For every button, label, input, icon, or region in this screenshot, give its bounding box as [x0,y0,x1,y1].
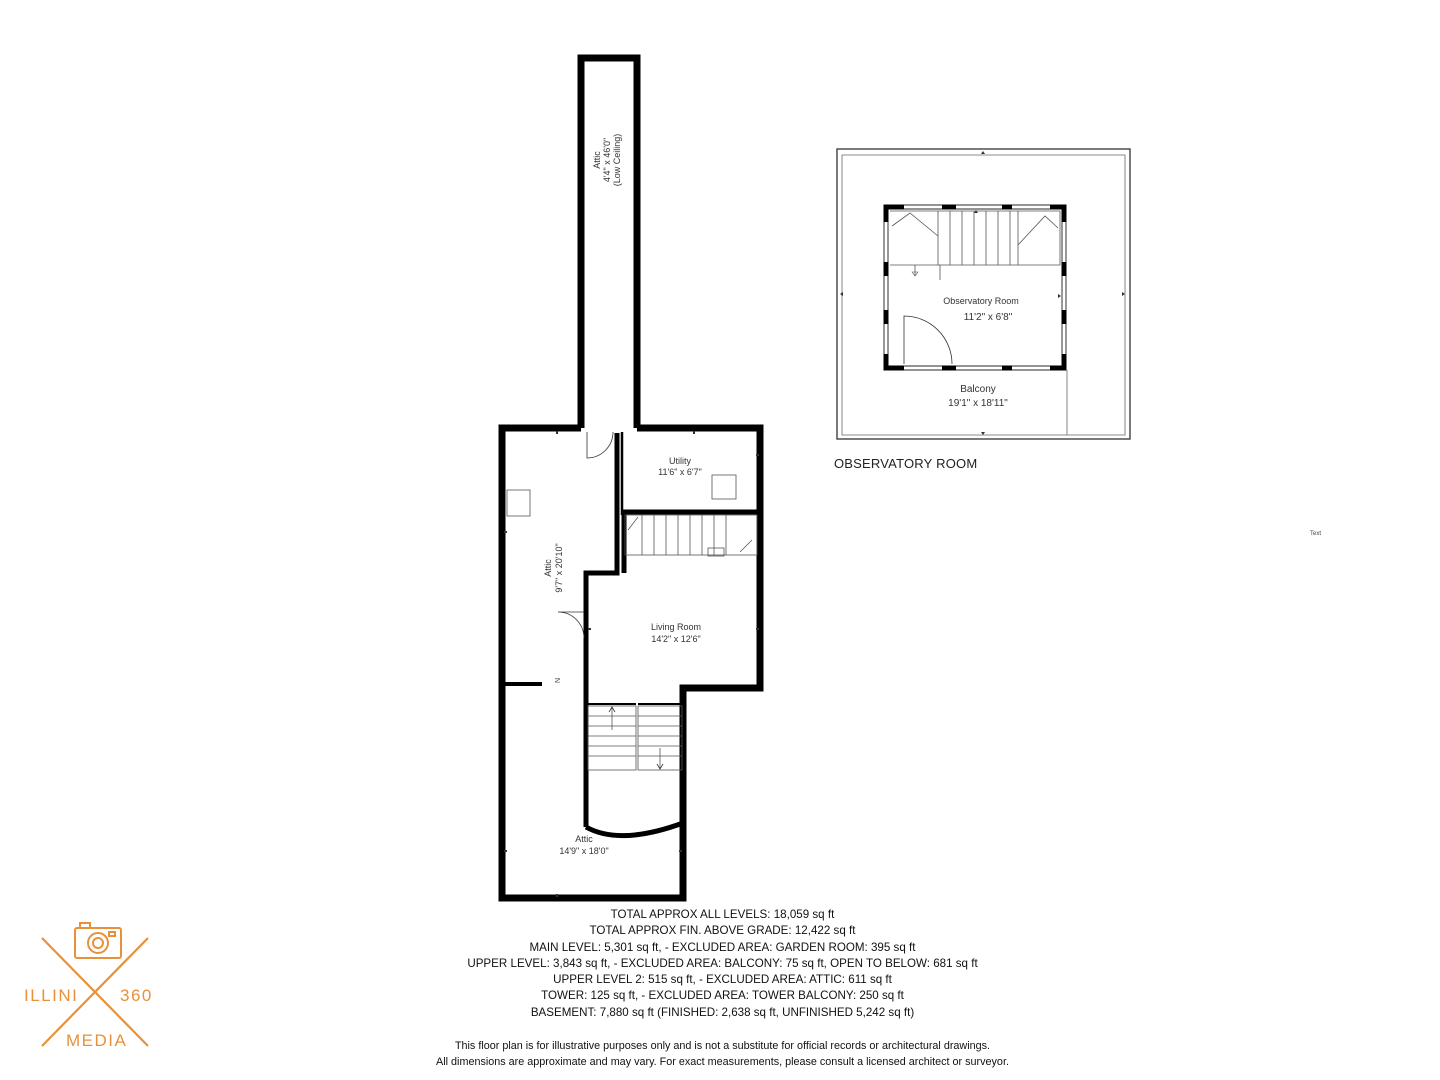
room-dimensions: 11'6" x 6'7" [658,467,702,477]
attic-fixture [507,490,530,516]
room-dimensions: 4'4" x 46'0" [602,137,612,183]
disclaimer [380,1038,1065,1070]
room-name: Attic [543,559,553,577]
utility-stairs [625,515,757,556]
compass-label: N [555,677,562,683]
room-name: Observatory Room [943,296,1019,306]
door-swing-icon [587,432,613,458]
disclaimer-line: All dimensions are approximate and may vary. For exact measurements, please consult a licensed architect or surveyor. [436,1056,1009,1068]
lower-stairs [588,706,682,770]
total-line: TOTAL APPROX ALL LEVELS: 18,059 sq ft [610,908,835,921]
room-name: Living Room [650,622,702,632]
area-totals [400,907,1045,1021]
room-name: Balcony [960,384,996,395]
door-swing-icon [904,316,952,364]
total-line: BASEMENT: 7,880 sq ft (FINISHED: 2,638 sq ft, UNFINISHED 5,242 sq ft) [530,1005,915,1019]
observatory-plan [837,149,1130,439]
room-dimensions: 9'7" x 20'10" [554,543,564,593]
room-name: Attic [592,151,602,169]
attic-corridor-wall [581,58,637,428]
balcony-outline [837,149,1130,439]
room-dimensions: 11'2" x 6'8" [963,312,1013,323]
room-name: Utility [669,456,691,466]
section-title: OBSERVATORY ROOM [834,456,978,471]
bay-wall [586,823,683,836]
outer-wall [502,428,760,898]
logo-text-left: ILLINI [24,986,79,1005]
utility-fixture [712,475,736,499]
camera-icon [75,923,121,958]
total-line: UPPER LEVEL 2: 515 sq ft, - EXCLUDED AREA: ATTIC: 611 sq ft [553,973,892,987]
logo-text-bottom: MEDIA [66,1031,128,1050]
total-line: UPPER LEVEL: 3,843 sq ft, - EXCLUDED AREA: BALCONY: 75 sq ft, OPEN TO BELOW: 681 sq ft [467,956,978,970]
room-dimensions: 19'1" x 18'11" [948,398,1008,409]
total-line: TOTAL APPROX FIN. ABOVE GRADE: 12,422 sq ft [589,924,856,938]
observatory-stairs [890,211,1060,280]
total-line: TOWER: 125 sq ft, - EXCLUDED AREA: TOWER BALCONY: 250 sq ft [541,989,904,1003]
logo-text-right: 360 [120,986,153,1005]
illini-360-media-logo [18,918,168,1058]
room-note: (Low Ceiling) [612,133,622,187]
total-line: MAIN LEVEL: 5,301 sq ft, - EXCLUDED AREA: GARDEN ROOM: 395 sq ft [529,940,916,954]
room-name: Attic [575,834,593,844]
room-dimensions: 14'2" x 12'6" [651,634,701,644]
observatory-walls [886,207,1064,368]
door-swing-icon [558,612,584,638]
disclaimer-line: This floor plan is for illustrative purposes only and is not a substitute for official records or architectural drawings. [454,1040,991,1052]
text-tag: Text [1310,531,1322,537]
room-dimensions: 14'9" x 18'0" [559,846,609,856]
upper-level-2-plan [502,58,760,898]
dimension-ticks [504,431,759,897]
